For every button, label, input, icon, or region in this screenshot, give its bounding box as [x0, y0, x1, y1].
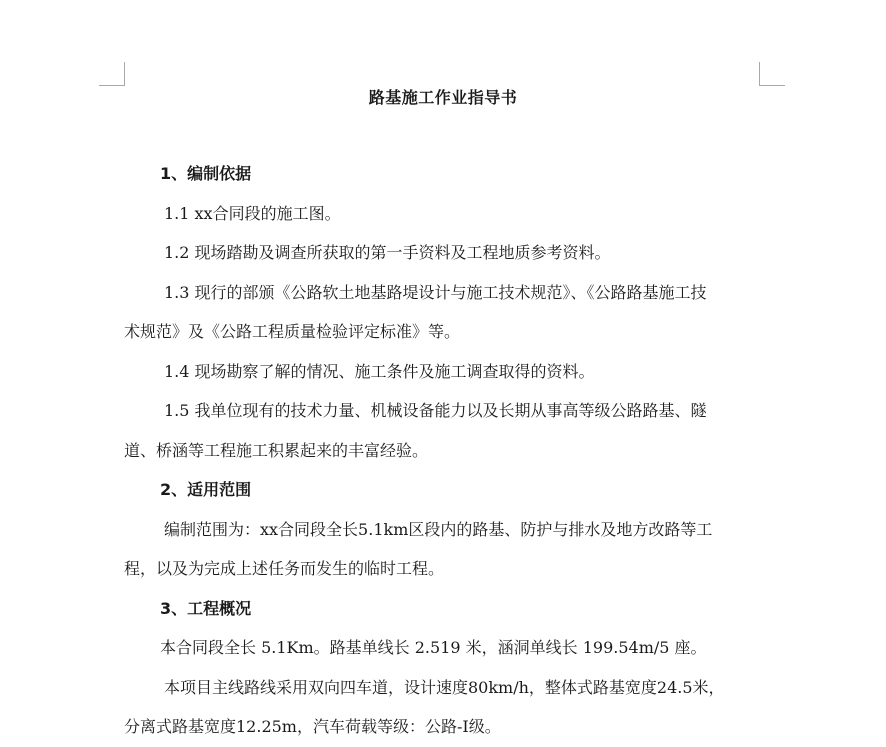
paragraph-line: 1.3 现行的部颁《公路软土地基路堤设计与施工技术规范》、《公路路基施工技 [164, 282, 707, 302]
paragraph-line: 1.1 xx合同段的施工图。 [164, 203, 341, 223]
margin-corner-top-right [759, 62, 785, 86]
document-body [124, 154, 764, 747]
margin-corner-top-left [99, 62, 125, 86]
paragraph-line: 术规范》及《公路工程质量检验评定标准》等。 [124, 322, 461, 341]
section-heading: 2、适用范围 [160, 480, 252, 499]
paragraph-line: 分离式路基宽度12.25m，汽车荷载等级：公路-I级。 [124, 717, 501, 736]
paragraph-line: 本合同段全长 5.1Km。路基单线长 2.519 米，涵洞单线长 199.54m/5 座。 [160, 638, 707, 657]
paragraph-line: 1.5 我单位现有的技术力量、机械设备能力以及长期从事高等级公路路基、隧 [164, 401, 707, 420]
section-heading: 3、工程概况 [160, 598, 252, 618]
paragraph-line: 编制范围为：xx合同段全长5.1km区段内的路基、防护与排水及地方改路等工 [164, 519, 713, 539]
paragraph-line: 程，以及为完成上述任务而发生的临时工程。 [124, 559, 445, 578]
paragraph-line: 1.4 现场勘察了解的情况、施工条件及施工调查取得的资料。 [164, 361, 595, 381]
paragraph-line: 1.2 现场踏勘及调查所获取的第一手资料及工程地质参考资料。 [164, 243, 611, 262]
section-heading: 1、编制依据 [160, 164, 252, 183]
paragraph-line: 道、桥涵等工程施工积累起来的丰富经验。 [124, 440, 429, 460]
document-title: 路基施工作业指导书 [368, 88, 518, 107]
paragraph-line: 本项目主线路线采用双向四车道，设计速度80km/h，整体式路基宽度24.5米， [164, 677, 725, 697]
